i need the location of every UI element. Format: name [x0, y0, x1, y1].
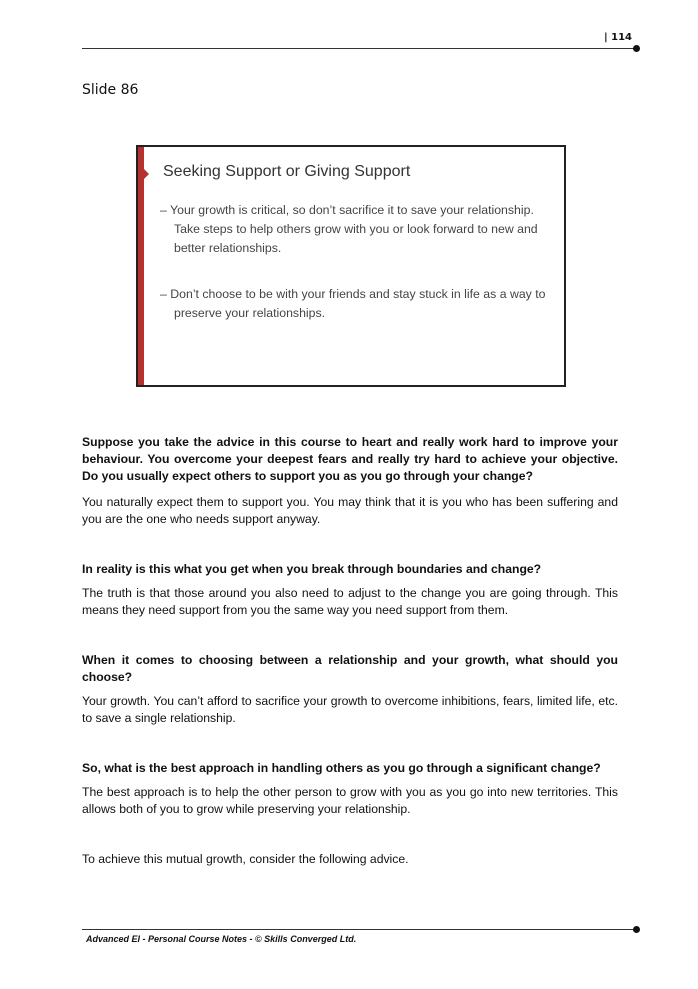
- answer-4: The best approach is to help the other person to grow with you as you go into new territories. This allows both of you to grow while preserving your relationship.: [82, 785, 618, 816]
- footer-text: Advanced EI - Personal Course Notes - © Skills Converged Ltd.: [86, 934, 357, 944]
- question-2: In reality is this what you get when you break through boundaries and change?: [82, 562, 542, 576]
- closing-paragraph: To achieve this mutual growth, consider the following advice.: [82, 852, 409, 866]
- slide-label: Slide 86: [82, 82, 139, 98]
- footer-divider: [82, 929, 638, 930]
- question-1: Suppose you take the advice in this course to heart and really work hard to improve your behaviour. You overcome your deepest fears and really try hard to achieve your objective. Do you usually expect others to support you as you go through your change?: [82, 435, 618, 483]
- answer-1: You naturally expect them to support you. You may think that it is you who has been suffering and you are the one who needs support anyway.: [82, 495, 618, 526]
- question-4: So, what is the best approach in handling others as you go through a significant change?: [82, 761, 601, 775]
- slide-bullet-2: – Don’t choose to be with your friends and stay stuck in life as a way to preserve your relationships.: [160, 287, 546, 320]
- answer-2: The truth is that those around you also need to adjust to the change you are going through. This means they need support from you the same way you need support from them.: [82, 586, 618, 617]
- answer-3: Your growth. You can’t afford to sacrifice your growth to overcome inhibitions, fears, limited life, etc. to save a single relationship.: [82, 694, 618, 725]
- slide-arrow-icon: [142, 167, 149, 181]
- header-divider: [82, 48, 638, 49]
- slide-accent-bar: [138, 147, 144, 385]
- slide-bullet-1: – Your growth is critical, so don’t sacrifice it to save your relationship. Take steps to help others grow with you or look forward to new and better relationships.: [160, 203, 538, 255]
- header-divider-dot: [633, 45, 640, 52]
- question-3: When it comes to choosing between a relationship and your growth, what should you choose?: [82, 653, 618, 684]
- slide-title: Seeking Support or Giving Support: [163, 163, 411, 180]
- page-number: | 114: [603, 32, 632, 43]
- footer-divider-dot: [633, 926, 640, 933]
- slide-thumbnail: [136, 145, 566, 387]
